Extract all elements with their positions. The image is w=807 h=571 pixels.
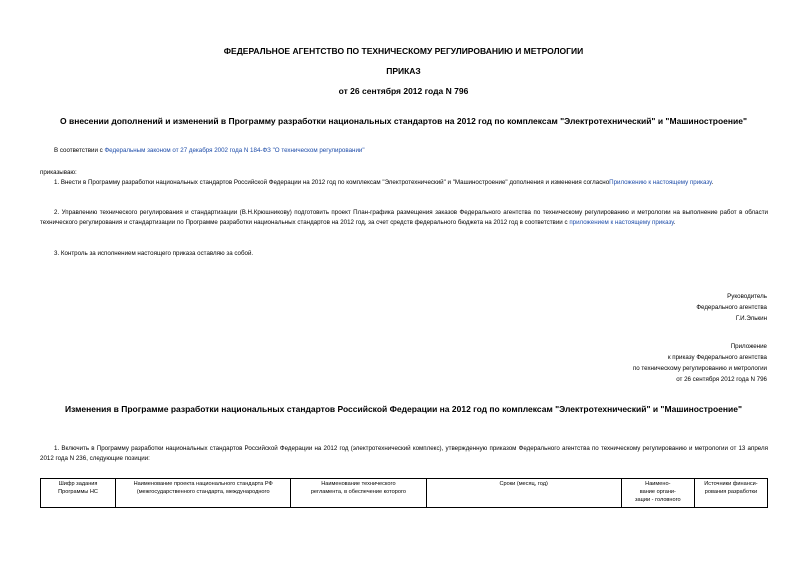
item-2: 2. Управлению технического регулирования и стандартизации (В.Н.Крюшникову) подготовить проект План-графика размещения заказов Федерального агентства по техническому регулированию и метрологии на выполнение работ в области технического регулирования и стандартизации по Программе разработки национальных стандартов на 2012 год, за счет средств федерального бюджета на 2012 год в соответствии с приложением к настоящему приказу.: [40, 209, 768, 226]
positions-table: [40, 478, 768, 508]
appendix-line-3: по техническому регулированию и метрологии: [632, 365, 767, 372]
doc-title: О внесении дополнений и изменений в Программу разработки национальных стандартов на 2012 год по комплексам "Электротехнический" и "Машиностроение": [60, 116, 747, 126]
appendix-block: [633, 341, 767, 385]
th-code: Шифр задания Программы НС: [41, 479, 116, 508]
appendix-line-4: от 26 сентября 2012 года N 796: [676, 376, 767, 383]
agency-name: ФЕДЕРАЛЬНОЕ АГЕНТСТВО ПО ТЕХНИЧЕСКОМУ РЕГУЛИРОВАНИЮ И МЕТРОЛОГИИ: [223, 46, 584, 56]
th-terms: Сроки (месяц, год): [426, 479, 621, 508]
appendix-label: Приложение: [730, 343, 767, 350]
item-3: 3. Контроль за исполнением настоящего приказа оставляю за собой.: [54, 250, 254, 257]
preamble-prefix: В соответствии с: [54, 147, 105, 154]
signature-name: Г.И.Элькин: [735, 315, 767, 322]
appendix-link-2[interactable]: приложением к настоящему приказу: [569, 219, 674, 226]
preamble: [54, 146, 774, 156]
signature-position: Руководитель: [727, 293, 767, 300]
item-1: 1. Внести в Программу разработки национальных стандартов Российской Федерации на 2012 год по комплексам "Электротехнический" и "Машиностроение" дополнения и изменения согласноПриложению к настоящему приказу.: [54, 179, 714, 186]
doc-type: ПРИКАЗ: [386, 66, 421, 76]
item-1-text: 1. Внести в Программу разработки национальных стандартов Российской Федерации на 2012 год по комплексам "Электротехнический" и "Машиностроение" дополнения и изменения согласно: [54, 179, 610, 186]
th-funding: Источники финанси- рования разработки: [694, 479, 767, 508]
changes-para-1: 1. Включить в Программу разработки национальных стандартов Российской Федерации на 2012 год (электротехнический комплекс), утвержденную приказом Федерального агентства по техническому регулированию и метрологии от 13 апреля 2012 года N 236, следующие позиции:: [40, 445, 768, 462]
th-standard-name: Наименование проекта национального стандарта РФ (межгосударственного стандарта, международного: [116, 479, 291, 508]
signature-agency: Федерального агентства: [696, 304, 767, 311]
item-2-text: 2. Управлению технического регулирования и стандартизации (В.Н.Крюшникову) подготовить проект План-графика размещения заказов Федерального агентства по техническому регулированию и метрологии на выполнение работ в области технического регулирования и стандартизации по Программе разработки национальных стандартов на 2012 год, за счет средств федерального бюджета на 2012 год в соответствии с: [40, 209, 768, 226]
appendix-line-2: к приказу Федерального агентства: [667, 354, 767, 361]
doc-date-number: от 26 сентября 2012 года N 796: [338, 86, 469, 96]
th-organization: Наимено- вание органи- зации - головного: [621, 479, 694, 508]
law-link[interactable]: Федеральным законом от 27 декабря 2002 года N 184-ФЗ "О техническом регулировании": [104, 147, 365, 154]
th-regulation: Наименование технического регламента, в обеспечение которого: [291, 479, 426, 508]
changes-title: Изменения в Программе разработки национальных стандартов Российской Федерации на 2012 год по комплексам "Электротехнический" и "Машиностроение": [64, 404, 743, 414]
table-header-row: [41, 479, 768, 508]
order-word: приказываю:: [40, 169, 77, 176]
signature-block: [696, 291, 767, 324]
appendix-link-1[interactable]: Приложению к настоящему приказу: [609, 179, 712, 186]
